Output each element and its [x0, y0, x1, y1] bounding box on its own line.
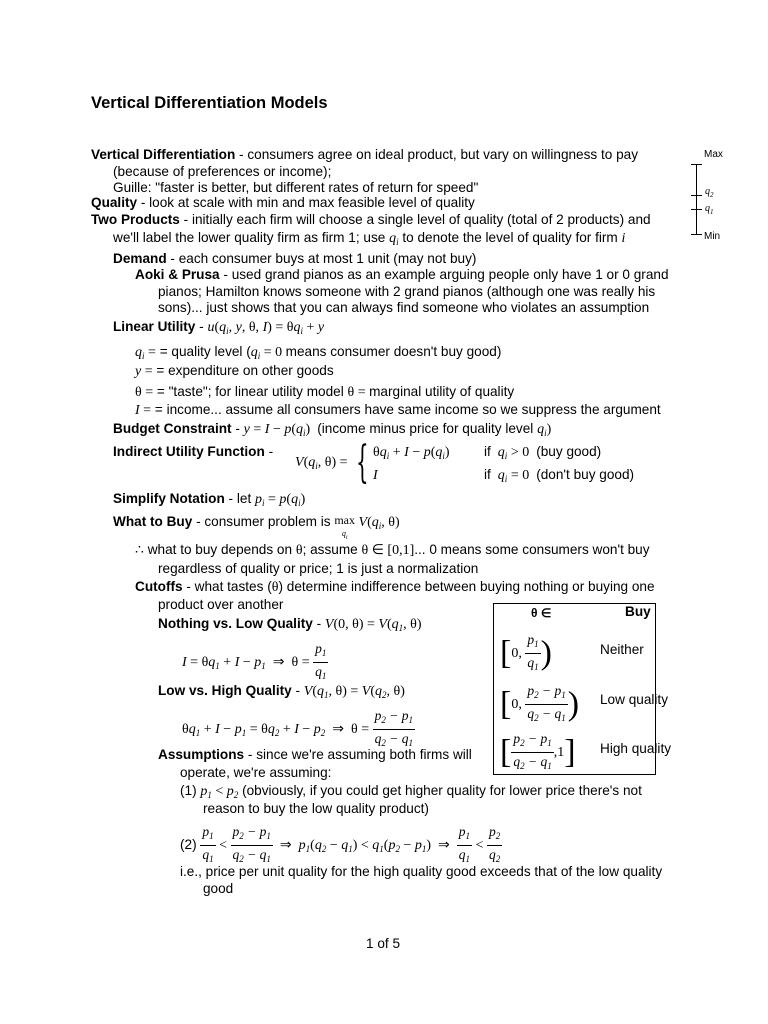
indirect-utility-head: Indirect Utility Function - — [113, 444, 274, 459]
def-q: $q_i$ = = quality level ($q_i = 0$ means consumer doesn't buy good) — [135, 344, 502, 361]
nothing-vs-low-line: Nothing vs. Low Quality - V(0, $\theta) = V(q_1$, θ) — [158, 616, 422, 633]
scale-tick-min — [691, 234, 702, 235]
aoki-line-2: pianos; Hamilton knows someone with 2 grand pianos (although one was really his — [158, 284, 656, 299]
indirect-brace: { — [356, 437, 369, 488]
demand-line: Demand - each consumer buys at most 1 unit (may not buy) — [113, 251, 477, 266]
buy-table-header-theta: θ ∈ — [531, 606, 552, 620]
scale-q1-label: $q_1$ — [705, 203, 714, 216]
buy-table-interval-1: [0, $\frac{p_1}{q_1}$ ) — [500, 632, 552, 672]
scale-tick-q1 — [691, 209, 702, 210]
aoki-line-1: Aoki & Prusa - used grand pianos as an example arguing people only have 1 or 0 grand — [135, 267, 669, 282]
vd-line-3: Guille: "faster is better, but different rates of return for speed" — [113, 180, 479, 195]
vd-line-2: (because of preferences or income); — [113, 164, 332, 179]
vd-line-1: Vertical Differentiation - consumers agree on ideal product, but vary on willingness to pay — [91, 147, 639, 162]
buy-table-interval-3: [ $\frac{p_2 - p_1}{q_2 - q_1}$ ,1] — [500, 731, 576, 771]
ie-line-1: i.e., price per unit quality for the high quality good exceeds that of the low quality — [180, 864, 663, 879]
def-income: I = = income... assume all consumers have same income so we suppress the argument — [135, 402, 661, 418]
scale-axis — [696, 164, 697, 234]
indirect-case-1-expr: $\theta q_i + I - p(q_i)$ — [373, 445, 450, 461]
cutoffs-line-1: Cutoffs - what tastes (θ) determine indifference between buying nothing or buying one — [135, 579, 655, 595]
budget-line: Budget Constraint - $y = I - p(q_i)$ (income minus price for quality level $q_i$) — [113, 421, 552, 438]
page-number: 1 of 5 — [366, 936, 401, 951]
low-vs-high-line: Low vs. High Quality - $V(q_1$, $\theta) = V(q_2$, θ) — [158, 683, 405, 700]
two-products-line-1: Two Products - initially each firm will choose a single level of quality (total of 2 products) and — [91, 212, 651, 227]
assumption-2: (2) $\frac{p_1}{q_1}$ < $\frac{p_2 - p_1}{q_2 - q_1}$ ⇒ $p_1(q_2 - q_1) < q_1(p_2 - p_1)$ ⇒ $\frac{p_1}{q_1}$ < $\frac{p_2}{q_2}$ — [180, 824, 501, 864]
assumptions-line-2: operate, we're assuming: — [180, 765, 332, 780]
ie-line-2: good — [203, 881, 234, 896]
buy-table-interval-2: [0, $\frac{p_2 - p_1}{q_2 - q_1}$ ) — [500, 683, 580, 723]
scale-max-label: Max — [704, 149, 723, 160]
buy-table — [493, 603, 672, 775]
def-theta: θ = = "taste"; for linear utility model θ = marginal utility of quality — [135, 384, 515, 400]
indirect-case-2-cond: if $q_i = 0$ (don't buy good) — [484, 467, 635, 484]
indirect-case-2-expr: I — [373, 468, 378, 483]
scale-min-label: Min — [704, 231, 721, 242]
therefore-line-1: ∴ what to buy depends on θ; assume θ ∈ [0,1]... 0 means some consumers won't buy — [135, 542, 650, 558]
aoki-line-3: sons)... just shows that you can always find someone who violates an assumption — [158, 300, 650, 315]
buy-table-row-low: Low quality — [600, 692, 669, 707]
low-vs-high-equation: $\theta q_1 + I - p_1 = \theta q_2 + I - p_2$ ⇒ θ = $\frac{p_2 - p_1}{q_2 - q_1}$ — [182, 708, 414, 748]
therefore-line-2: regardless of quality or price; 1 is just a normalization — [158, 561, 479, 576]
indirect-case-1-cond: if $q_i > 0$ (buy good) — [484, 444, 602, 461]
assumption-1: (1) $p_1 < p_2$ (obviously, if you could get higher quality for lower price there's not — [180, 783, 642, 800]
assumptions-line-1: Assumptions - since we're assuming both firms will — [158, 747, 472, 762]
nothing-vs-low-equation: $I = \theta q_1 + I - p_1$ ⇒ θ = $\frac{p_1}{q_1}$ — [182, 641, 327, 681]
scale-q2-label: $q_2$ — [705, 186, 714, 199]
page-title: Vertical Differentiation Models — [91, 94, 328, 112]
buy-table-row-high: High quality — [600, 741, 672, 756]
scale-tick-q2 — [691, 195, 702, 196]
indirect-utility-lhs: $V(q_i$, θ) = — [295, 455, 348, 471]
def-y: y = = expenditure on other goods — [135, 363, 334, 379]
quality-line: Quality - look at scale with min and max feasible level of quality — [91, 195, 475, 210]
two-products-line-2: we'll label the lower quality firm as firm 1; use $q_i$ to denote the level of quality for firm i — [113, 230, 626, 247]
linear-utility-line: Linear Utility - $u(q_i$, y, θ, $I) = \theta q_i + y$ — [113, 319, 325, 336]
simplify-line: Simplify Notation - let $p_i = p(q_i)$ — [113, 491, 306, 508]
what-to-buy-line: What to Buy - consumer problem is max $q_i$ $V(q_i$, θ) — [113, 513, 400, 541]
buy-table-row-neither: Neither — [600, 642, 644, 657]
buy-table-header-buy: Buy — [625, 604, 651, 619]
assumption-1-line-2: reason to buy the low quality product) — [203, 801, 429, 816]
cutoffs-line-2: product over another — [158, 597, 284, 612]
